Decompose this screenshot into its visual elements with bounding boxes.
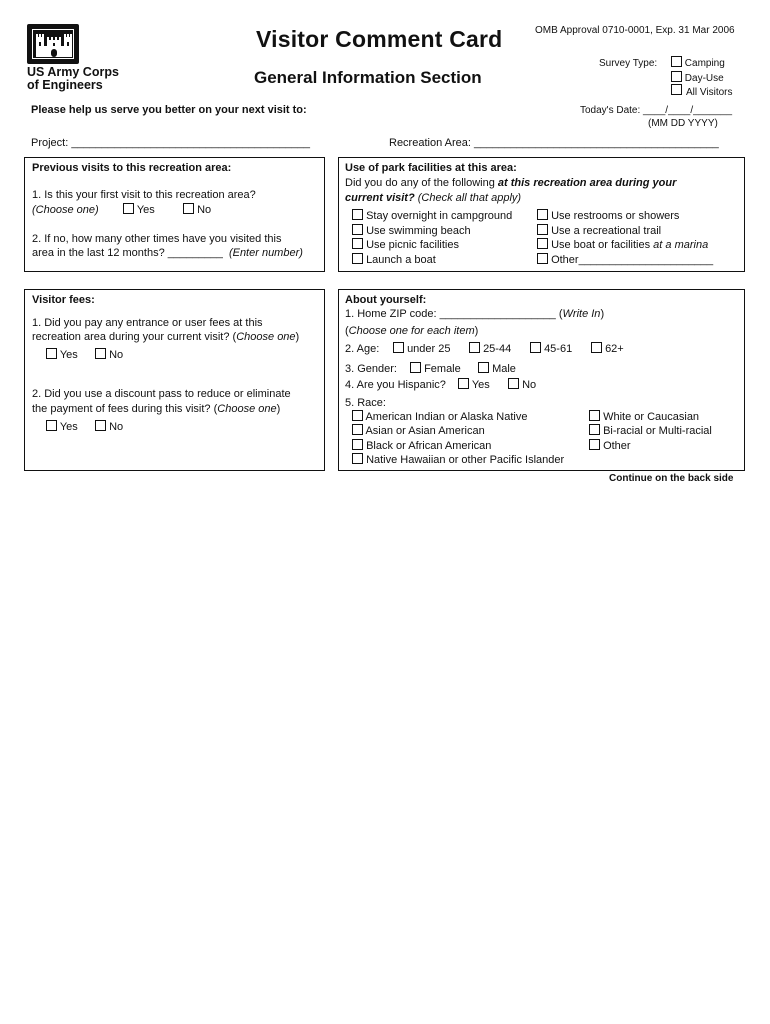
race-biracial[interactable]: Bi-racial or Multi-racial: [589, 424, 712, 438]
age-under-25[interactable]: under 25: [393, 342, 451, 355]
survey-type-label: Survey Type:: [599, 58, 658, 69]
todays-date-field[interactable]: Today's Date: ____/____/_______: [580, 105, 733, 116]
checkbox[interactable]: [46, 348, 57, 359]
race-other[interactable]: Other: [589, 439, 712, 453]
choose-one-hint: (Choose one for each item): [345, 325, 479, 337]
fees-q1-line1: 1. Did you pay any entrance or user fees at this: [32, 317, 263, 329]
fees-q2-line1: 2. Did you use a discount pass to reduce or eliminate: [32, 388, 291, 400]
facilities-heading: Use of park facilities at this area:: [345, 162, 517, 174]
fees-q2-yes-option[interactable]: Yes: [46, 420, 78, 433]
facilities-intro-2: current visit? (Check all that apply): [345, 192, 522, 204]
facility-marina[interactable]: Use boat or facilities at a marina: [537, 238, 713, 253]
date-format-hint: (MM DD YYYY): [648, 118, 718, 129]
race-american-indian[interactable]: American Indian or Alaska Native: [352, 410, 564, 424]
survey-all-visitors-checkbox[interactable]: [671, 84, 682, 97]
visitor-fees-heading: Visitor fees:: [32, 294, 95, 306]
project-field[interactable]: Project: _______________________________________: [31, 137, 310, 149]
about-heading: About yourself:: [345, 294, 427, 306]
checkbox[interactable]: [671, 71, 682, 82]
omb-approval: OMB Approval 0710-0001, Exp. 31 Mar 2006: [535, 25, 735, 36]
q1-no-option[interactable]: No: [183, 203, 211, 216]
checkbox[interactable]: [352, 453, 363, 464]
checkbox[interactable]: [589, 410, 600, 421]
checkbox[interactable]: [352, 424, 363, 435]
checkbox[interactable]: [352, 439, 363, 450]
section-subtitle: General Information Section: [254, 68, 482, 87]
checkbox[interactable]: [352, 209, 363, 220]
age-45-61[interactable]: 45-61: [530, 342, 572, 355]
race-white[interactable]: White or Caucasian: [589, 410, 712, 424]
usace-castle-logo: [27, 24, 79, 64]
gender-label: 3. Gender:: [345, 363, 397, 375]
checkbox[interactable]: [46, 420, 57, 431]
facility-restrooms[interactable]: Use restrooms or showers: [537, 209, 713, 224]
checkbox[interactable]: [183, 203, 194, 214]
recreation-area-field[interactable]: Recreation Area: ________________________________________: [389, 137, 719, 149]
checkbox[interactable]: [352, 253, 363, 264]
checkbox[interactable]: [469, 342, 480, 353]
org-line-1: US Army Corps: [27, 65, 119, 79]
fees-q1-no-option[interactable]: No: [95, 348, 123, 361]
q2-visit-count-line1: 2. If no, how many other times have you visited this: [32, 233, 282, 245]
facility-swimming-beach[interactable]: Use swimming beach: [352, 224, 512, 239]
org-name: [27, 66, 119, 92]
page-title: Visitor Comment Card: [256, 26, 503, 52]
checkbox[interactable]: [458, 378, 469, 389]
checkbox[interactable]: [478, 362, 489, 373]
checkbox[interactable]: [589, 439, 600, 450]
gender-female[interactable]: Female: [410, 362, 461, 375]
hispanic-yes[interactable]: Yes: [458, 378, 490, 391]
checkbox[interactable]: [537, 224, 548, 235]
checkbox[interactable]: [589, 424, 600, 435]
previous-visits-heading: Previous visits to this recreation area:: [32, 162, 232, 174]
gender-male[interactable]: Male: [478, 362, 516, 375]
age-25-44[interactable]: 25-44: [469, 342, 511, 355]
fees-q2-line2: the payment of fees during this visit? (Choose one): [32, 403, 281, 415]
checkbox[interactable]: [123, 203, 134, 214]
visit-prompt: Please help us serve you better on your next visit to:: [31, 104, 307, 116]
survey-option-day-use[interactable]: Day-Use: [671, 71, 733, 86]
about-yourself-section: [338, 289, 745, 471]
zip-code-field[interactable]: 1. Home ZIP code: ___________________ (Write In): [345, 308, 605, 320]
facilities-intro: Did you do any of the following at this recreation area during your: [345, 177, 677, 189]
checkbox[interactable]: [537, 253, 548, 264]
q2-visit-count-field[interactable]: area in the last 12 months? _________ (Enter number): [32, 247, 303, 259]
facility-stay-overnight[interactable]: Stay overnight in campground: [352, 209, 512, 224]
fees-q1-line2: recreation area during your current visit? (Choose one): [32, 331, 300, 343]
checkbox[interactable]: [352, 238, 363, 249]
checkbox[interactable]: [95, 420, 106, 431]
checkbox[interactable]: [530, 342, 541, 353]
q1-hint: (Choose one): [32, 204, 99, 216]
facilities-left-column: [352, 209, 512, 267]
race-native-hawaiian[interactable]: Native Hawaiian or other Pacific Islander: [352, 453, 564, 467]
checkbox[interactable]: [508, 378, 519, 389]
fees-q2-no-option[interactable]: No: [95, 420, 123, 433]
checkbox[interactable]: [352, 410, 363, 421]
fees-q1-yes-option[interactable]: Yes: [46, 348, 78, 361]
checkbox[interactable]: [352, 224, 363, 235]
race-black[interactable]: Black or African American: [352, 439, 564, 453]
survey-option-all-visitors[interactable]: All Visitors: [686, 87, 733, 98]
previous-visits-section: [24, 157, 325, 272]
checkbox[interactable]: [410, 362, 421, 373]
facility-trail[interactable]: Use a recreational trail: [537, 224, 713, 239]
hispanic-no[interactable]: No: [508, 378, 536, 391]
continue-note: Continue on the back side: [609, 473, 734, 484]
race-asian[interactable]: Asian or Asian American: [352, 424, 564, 438]
facility-launch-boat[interactable]: Launch a boat: [352, 253, 512, 268]
checkbox[interactable]: [537, 238, 548, 249]
q1-first-visit: 1. Is this your first visit to this recreation area?: [32, 189, 256, 201]
age-62-plus[interactable]: 62+: [591, 342, 624, 355]
hispanic-label: 4. Are you Hispanic?: [345, 379, 446, 391]
facilities-right-column: [537, 209, 713, 267]
facilities-section: [338, 157, 745, 272]
checkbox[interactable]: [393, 342, 404, 353]
visitor-fees-section: [24, 289, 325, 471]
age-label: 2. Age:: [345, 343, 380, 355]
race-label: 5. Race:: [345, 397, 386, 409]
q1-yes-option[interactable]: Yes: [123, 203, 155, 216]
org-line-2: of Engineers: [27, 78, 103, 92]
checkbox[interactable]: [537, 209, 548, 220]
checkbox[interactable]: [95, 348, 106, 359]
facility-other[interactable]: Other______________________: [537, 253, 713, 268]
facility-picnic[interactable]: Use picnic facilities: [352, 238, 512, 253]
checkbox[interactable]: [591, 342, 602, 353]
race-right-column: [589, 410, 712, 453]
survey-option-camping[interactable]: Camping: [671, 56, 733, 71]
checkbox[interactable]: [671, 56, 682, 67]
race-left-column: [352, 410, 564, 467]
